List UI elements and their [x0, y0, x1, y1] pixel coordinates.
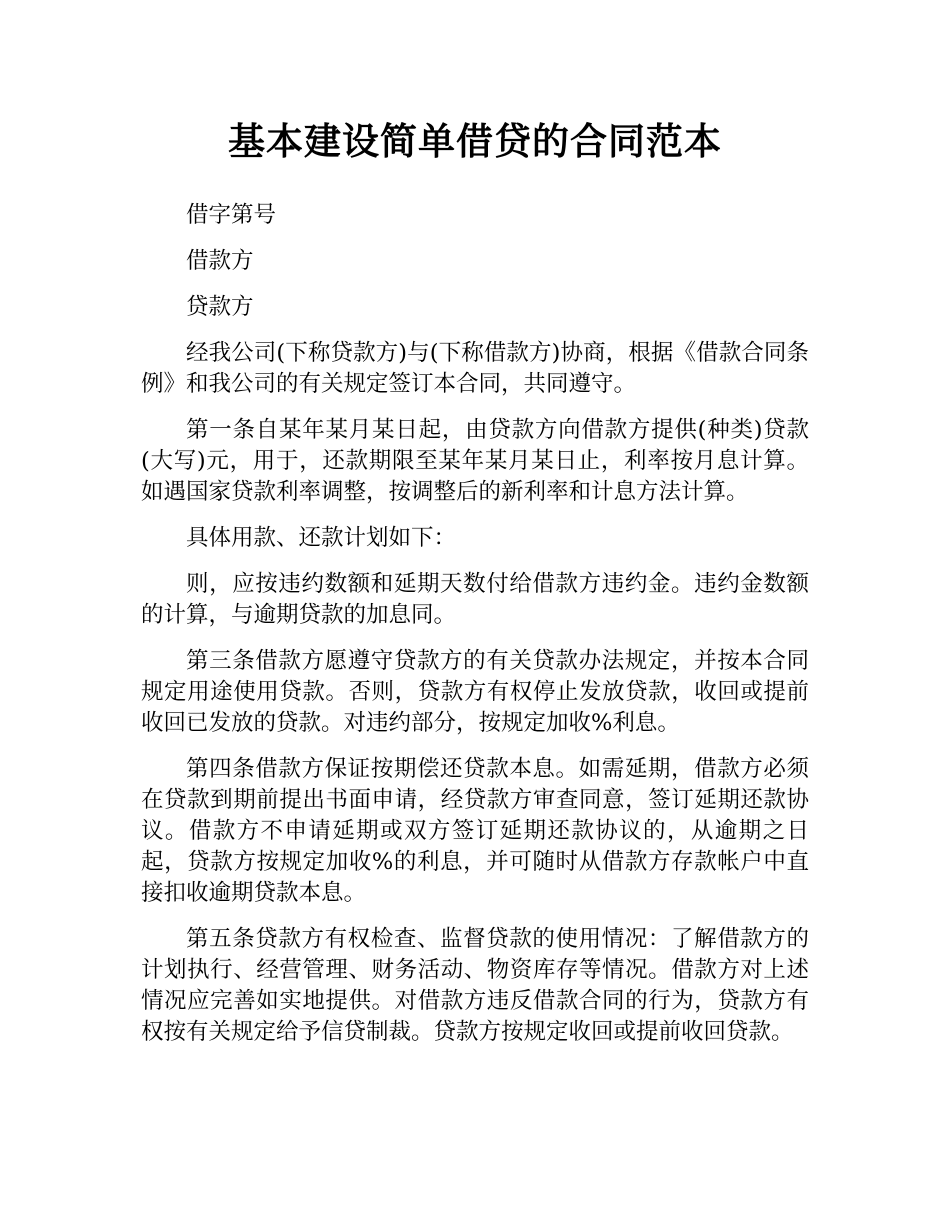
- document-body: [141, 200, 809, 1063]
- paragraph-article-1: 第一条自某年某月某日起，由贷款方向借款方提供(种类)贷款(大写)元，用于，还款期限至某年某月某日止，利率按月息计算。如遇国家贷款利率调整，按调整后的新利率和计息方法计算。: [141, 417, 809, 505]
- paragraph-repayment-plan: 具体用款、还款计划如下：: [186, 525, 457, 551]
- paragraph-lender: 贷款方: [186, 294, 254, 320]
- paragraph-borrower: 借款方: [186, 248, 254, 274]
- paragraph-article-3: 第三条借款方愿遵守贷款方的有关贷款办法规定，并按本合同规定用途使用贷款。否则，贷款方有权停止发放贷款，收回或提前收回已发放的贷款。对违约部分，按规定加收%利息。: [141, 648, 809, 736]
- paragraph-preamble: 经我公司(下称贷款方)与(下称借款方)协商，根据《借款合同条例》和我公司的有关规定签订本合同，共同遵守。: [141, 340, 809, 397]
- paragraph-loan-number: 借字第号: [186, 202, 277, 228]
- paragraph-penalty: 则，应按违约数额和延期天数付给借款方违约金。违约金数额的计算，与逾期贷款的加息同。: [141, 571, 809, 628]
- paragraph-article-4: 第四条借款方保证按期偿还贷款本息。如需延期，借款方必须在贷款到期前提出书面申请，经贷款方审查同意，签订延期还款协议。借款方不申请延期或双方签订延期还款协议的，从逾期之日起，贷款方按规定加收%的利息，并可随时从借款方存款帐户中直接扣收逾期贷款本息。: [141, 756, 809, 906]
- paragraph-article-5: 第五条贷款方有权检查、监督贷款的使用情况：了解借款方的计划执行、经营管理、财务活动、物资库存等情况。借款方对上述情况应完善如实地提供。对借款方违反借款合同的行为，贷款方有权按有关规定给予信贷制裁。贷款方按规定收回或提前收回贷款。: [141, 926, 809, 1045]
- document-title: 基本建设简单借贷的合同范本: [228, 120, 722, 163]
